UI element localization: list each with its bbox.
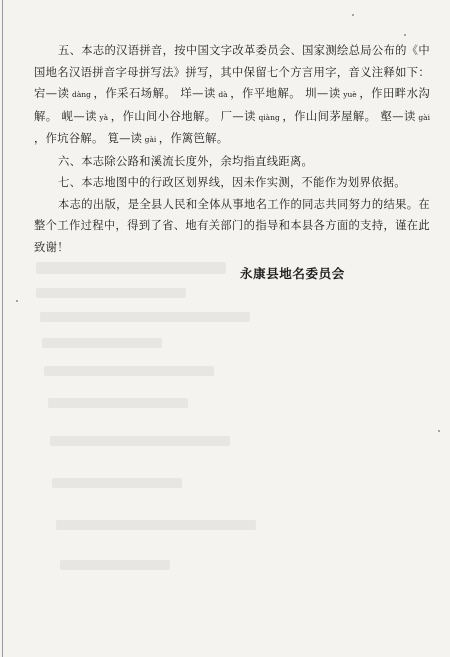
pinyin-reading: qiàng	[255, 112, 283, 122]
bleed-through-mark	[48, 398, 188, 408]
paragraph-5-text: ，作田畔水沟解。 岘—读	[34, 87, 430, 123]
pinyin-reading: yà	[96, 112, 111, 122]
bleed-through-mark	[60, 560, 170, 570]
bleed-through-mark	[44, 366, 214, 376]
bleed-through-mark	[36, 288, 186, 298]
bleed-through-mark	[36, 262, 226, 274]
paragraph-5-text: ，作山间小谷地解。 厂—读	[110, 109, 256, 123]
pinyin-reading: dà	[215, 90, 231, 99]
paragraph-5-text: 五、本志的汉语拼音，按中国文字改革委员会、国家测绘总局公布的《中国地名汉语拼音字母拼写法》拼写，其中保留七个方言用字，音义注释如下：宕—读	[34, 44, 430, 100]
signature-committee: 永康县地名委员会	[240, 266, 345, 281]
bleed-through-mark	[42, 338, 162, 348]
paragraph-8: 本志的出版，是全县人民和全体从事地名工作的同志共同努力的结果。在整个工作过程中，得到了省、地有关部门的指导和本县各方面的支持，谨在此致谢！	[34, 197, 430, 254]
pinyin-reading: gài	[142, 135, 159, 144]
paragraph-6: 六、本志除公路和溪流长度外，余均指直线距离。	[58, 154, 314, 168]
foreword-text	[34, 40, 430, 258]
pinyin-reading: gài	[415, 112, 430, 122]
scan-speck	[438, 430, 440, 432]
scan-speck	[16, 300, 18, 302]
paragraph-5-text: ，作平地解。 圳—读	[230, 87, 341, 100]
bleed-through-mark	[56, 520, 256, 530]
paragraph-5-text: ，作坑谷解。 筧—读	[34, 132, 143, 145]
bleed-through-mark	[52, 478, 182, 488]
paragraph-5-text: ，作山间茅屋解。 壑—读	[282, 109, 416, 123]
scan-speck	[404, 34, 406, 36]
paragraph-5-text: ，作采石场解。 垟—读	[93, 87, 216, 100]
paragraph-5-text: ，作篱笆解。	[158, 132, 229, 145]
pinyin-reading: yuè	[340, 90, 360, 99]
paragraph-7: 七、本志地图中的行政区划界线，因未作实测，不能作为划界依据。	[58, 176, 406, 189]
page-left-edge	[2, 0, 3, 657]
pinyin-reading: dàng	[69, 90, 94, 99]
paragraph-5	[34, 40, 430, 151]
bleed-through-mark	[40, 312, 250, 322]
scan-speck	[352, 14, 354, 16]
bleed-through-mark	[50, 436, 230, 446]
